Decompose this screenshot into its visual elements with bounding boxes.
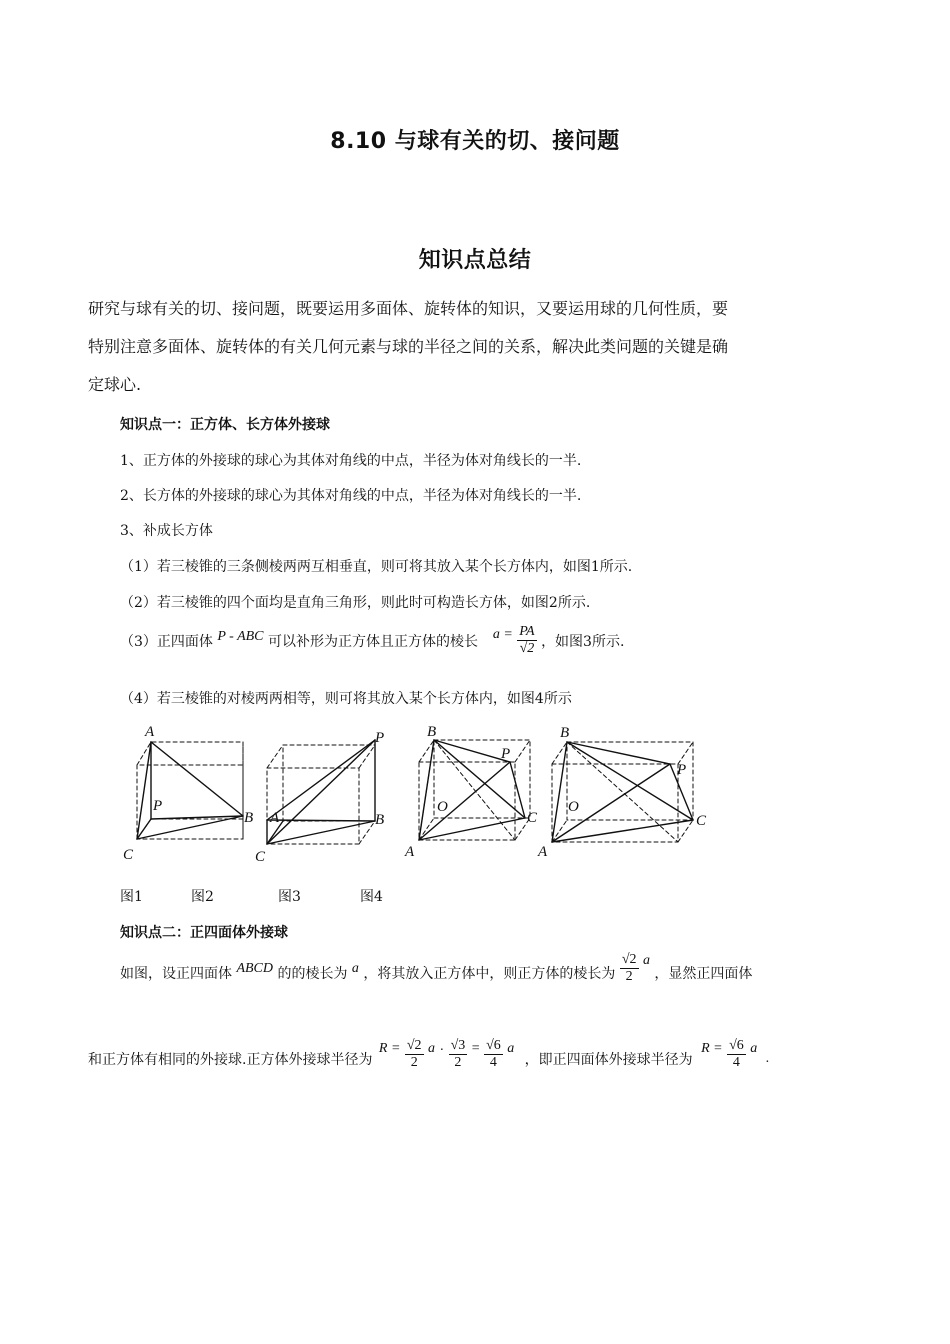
kp2-l1-abcd: ABCD [236,960,274,976]
fig1-label-c: C [123,847,134,863]
kp2-fraction-1 [405,1038,424,1071]
fig4-label-b: B [560,725,570,741]
fig2-label-a: A [270,810,280,826]
sub3-text-a: （3）正四面体 [120,633,213,650]
intro-paragraph [88,290,728,404]
kp1-sub-1: （1）若三棱锥的三条侧棱两两互相垂直，则可将其放入某个长方体内，如图1所示. [120,559,633,575]
sub3-fraction [517,624,536,657]
kp2-l1-fraction-num: √2 [621,952,637,967]
intro-line-2: 特别注意多面体、旋转体的有关几何元素与球的半径之间的关系，解决此类问题的关键是确 [88,337,729,356]
kp2-fraction-3-den: 4 [484,1054,503,1071]
figure-2 [255,730,384,865]
kp1-heading: 知识点一：正方体、长方体外接球 [120,417,330,433]
kp2-dot: · [439,1042,445,1058]
kp2-l1-fraction-den: 2 [620,968,639,985]
sub3-eq: a = [492,626,513,642]
section-heading: 知识点总结 [418,248,532,273]
sub3-text-b: 可以补形为正方体且正方体的棱长 [267,633,478,650]
fig3-label-c: C [527,810,538,826]
sub3-text-c: ，如图3所示. [541,633,625,650]
kp2-l1-text-c: ，将其放入正方体中，则正方体的棱长为 [363,965,616,982]
kp2-fraction-4-den: 4 [727,1054,746,1071]
kp2-l1-a: a [351,960,359,976]
fig3-label-a: A [405,844,415,860]
kp2-fraction-2-num: √3 [450,1038,466,1053]
kp2-fraction-4-num: √6 [729,1038,744,1053]
kp2-var-a-3: a [750,1040,758,1056]
kp1-item-1: 1、正方体的外接球的球心为其体对角线的中点，半径为体对角线长的一半. [120,453,582,469]
kp2-l1-text-b: 的的棱长为 [277,965,348,982]
kp2-l2-text-b: ，即正四面体外接球半径为 [524,1051,693,1068]
kp2-fraction-3 [484,1038,503,1071]
kp2-line-1 [120,952,753,989]
kp2-fraction-1-num: √2 [406,1038,422,1053]
kp2-heading: 知识点二：正四面体外接球 [120,925,288,941]
figure-4 [537,725,707,860]
kp1-sub-4: （4）若三棱锥的对棱两两相等，则可将其放入某个长方体内，如图4所示 [120,691,572,707]
caption-fig2: 图2 [191,889,214,905]
intro-line-3: 定球心. [88,375,142,394]
kp1-sub-2: （2）若三棱锥的四个面均是直角三角形，则此时可构造长方体，如图2所示. [120,595,591,611]
kp2-fraction-1-den: 2 [405,1054,424,1071]
kp2-var-a-2: a [507,1040,515,1056]
sub3-fraction-num: PA [519,624,535,639]
fig1-label-b: B [244,810,254,826]
caption-fig1: 图1 [120,889,143,905]
fig4-label-o: O [568,799,579,815]
kp1-item-3: 3、补成长方体 [120,523,213,539]
fig3-label-o: O [437,799,448,815]
caption-fig3: 图3 [278,889,301,905]
kp1-item-2: 2、长方体的外接球的球心为其体对角线的中点，半径为体对角线长的一半. [120,488,582,504]
kp2-fraction-4 [727,1038,746,1071]
kp2-fraction-2-den: 2 [449,1054,468,1071]
fig3-label-b: B [427,724,437,740]
kp2-fraction-2 [449,1038,468,1071]
fig3-label-p: P [501,746,511,762]
fig2-label-c: C [255,849,266,865]
kp2-l1-text-a: 如图，设正四面体 [120,965,232,982]
fig2-label-p: P [375,730,385,746]
kp2-l2-R: R = [378,1040,401,1056]
kp2-var-a-1: a [428,1040,435,1056]
kp2-equals: = [471,1040,480,1056]
kp2-end-period: . [765,1050,770,1066]
fig4-label-c: C [696,813,707,829]
sub3-formula-pabc: P - ABC [217,628,264,644]
figures-row [115,718,715,868]
kp2-l1-fraction [620,952,639,985]
intro-line-1: 研究与球有关的切、接问题，既要运用多面体、旋转体的知识，又要运用球的几何性质，要 [88,299,729,318]
kp2-l2-R-2: R = [701,1040,723,1056]
kp2-line-2 [88,1038,770,1075]
fig1-label-a: A [145,724,155,740]
kp2-l2-text-a: 和正方体有相同的外接球.正方体外接球半径为 [88,1051,373,1068]
caption-fig4: 图4 [360,889,383,905]
fig4-label-a: A [538,844,548,860]
kp2-l1-text-d: ，显然正四面体 [654,965,753,982]
fig2-label-b: B [375,812,385,828]
figure-3 [404,724,538,860]
fig1-label-p: P [153,798,163,814]
fig4-label-p: P [677,762,687,778]
kp1-sub-3 [120,624,624,657]
page-title: 8.10 与球有关的切、接问题 [330,129,620,154]
kp2-l1-var: a [642,952,650,968]
kp2-fraction-3-num: √6 [486,1038,501,1053]
sub3-fraction-den: √2 [517,640,536,657]
figure-1 [123,724,253,863]
